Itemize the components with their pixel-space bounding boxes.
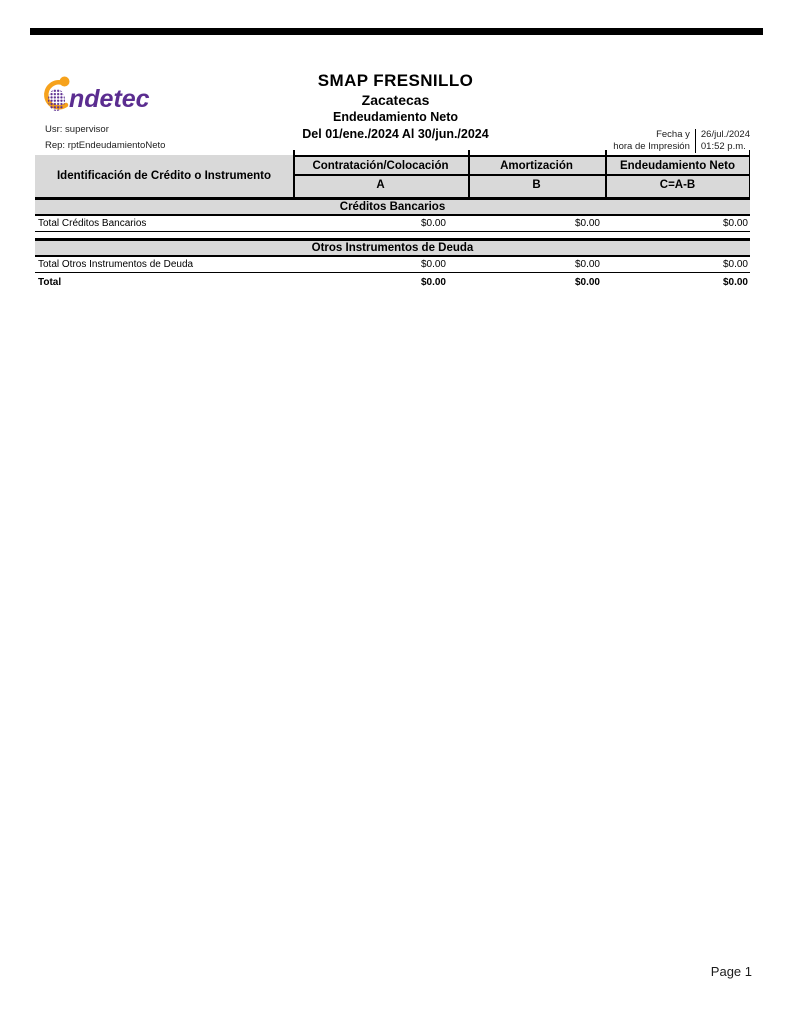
report-name: Endeudamiento Neto (332, 109, 458, 124)
col-title: Endeudamiento Neto (605, 155, 750, 176)
row-value-b: $0.00 (574, 218, 600, 229)
print-date: 26/jul./2024 (700, 129, 750, 140)
col-title: Contratación/Colocación (293, 155, 468, 176)
entity-title: SMAP FRESNILLO (317, 71, 474, 90)
user-report-meta (45, 124, 165, 156)
report-id-label: Rep: rptEndeudamientoNeto (45, 140, 166, 151)
column-divider (468, 150, 470, 197)
col-code: B (532, 179, 541, 191)
print-datetime-block (613, 129, 750, 153)
row-label: Total Créditos Bancarios (38, 218, 147, 229)
section-heading-otros-instrumentos: Otros Instrumentos de Deuda (35, 241, 750, 257)
total-label: Total (38, 277, 62, 288)
user-label: Usr: supervisor (45, 124, 109, 135)
total-value-b: $0.00 (574, 277, 600, 288)
print-label-line2: hora de Impresión (613, 141, 690, 152)
page-number: Page 1 (710, 964, 752, 979)
column-divider (605, 150, 607, 197)
column-divider (293, 150, 295, 197)
total-value-c: $0.00 (722, 277, 748, 288)
table-row (35, 216, 750, 232)
row-label: Total Otros Instrumentos de Deuda (38, 258, 194, 270)
row-value-c: $0.00 (722, 218, 748, 229)
table-row (35, 257, 750, 273)
section-heading-creditos-bancarios: Créditos Bancarios (35, 200, 750, 216)
row-value-c: $0.00 (722, 258, 748, 270)
col-header-endeudamiento (605, 155, 750, 197)
print-time: 01:52 p.m. (700, 141, 746, 152)
col-header-contratacion (293, 155, 468, 197)
print-datetime-values (701, 129, 750, 153)
logo-text: ndetec (69, 85, 150, 113)
table-header (35, 155, 750, 197)
row-value-b: $0.00 (574, 258, 600, 270)
print-datetime-divider (695, 129, 696, 153)
col-code: A (376, 179, 385, 191)
column-divider (749, 150, 751, 197)
col-code: C=A-B (659, 179, 696, 191)
row-value-a: $0.00 (420, 218, 446, 229)
page-top-rule (30, 28, 763, 35)
print-label-line1: Fecha y (656, 129, 690, 140)
state-subtitle: Zacatecas (361, 91, 430, 108)
col-header-amortizacion (468, 155, 605, 197)
grand-total-row (35, 275, 750, 291)
endeudamiento-table (35, 155, 750, 291)
total-value-a: $0.00 (420, 277, 446, 288)
col-header-instrumento: Identificación de Crédito o Instrumento (56, 170, 272, 182)
report-period: Del 01/ene./2024 Al 30/jun./2024 (302, 127, 489, 142)
row-value-a: $0.00 (420, 258, 446, 270)
col-title: Amortización (468, 155, 605, 176)
print-datetime-label (613, 129, 690, 153)
header-top-rule (293, 155, 750, 157)
